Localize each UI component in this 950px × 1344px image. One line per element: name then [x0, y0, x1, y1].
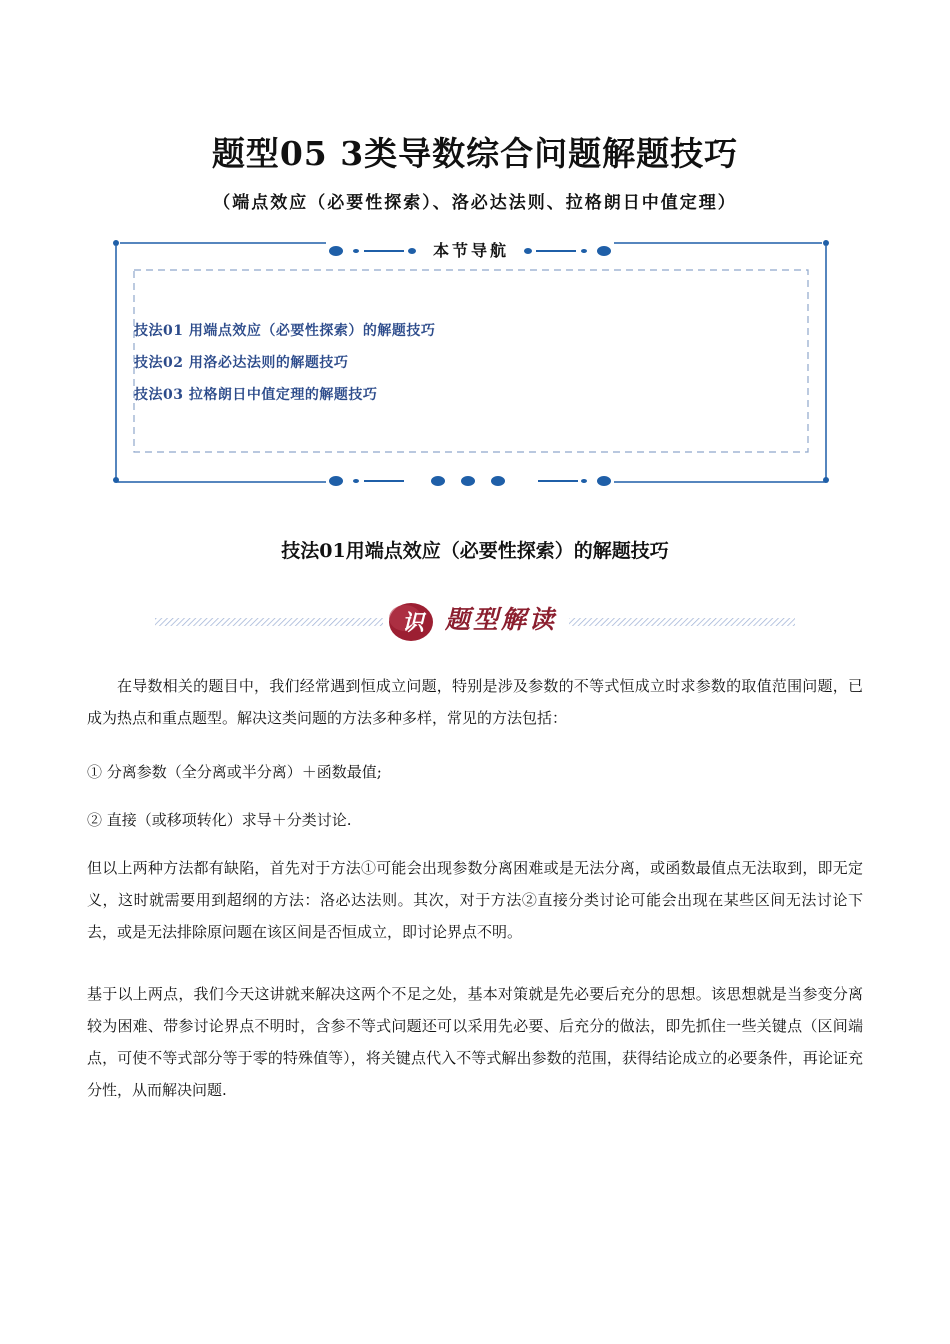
paragraph-2: ① 分离参数（全分离或半分离）＋函数最值; — [87, 763, 382, 781]
banner-label: 题型解读 — [445, 605, 558, 634]
nav-title: 本节导航 — [432, 241, 509, 260]
section-navigation — [108, 232, 834, 494]
paragraph-4: 但以上两种方法都有缺陷，首先对于方法①可能会出现参数分离困难或是无法分离，或函数最值点无法取到，即无定义，这时就需要用到超纲的方法：洛必达法则。其次，对于方法②直接分类讨论可能会出现在某些区间无法讨论下去，或是无法排除原问题在该区间是否恒成立，即讨论界点不明。 — [87, 859, 863, 941]
paragraph-5: 基于以上两点，我们今天这讲就来解决这两个不足之处，基本对策就是先必要后充分的思想。该思想就是当参变分离较为困难、带参讨论界点不明时，含参不等式问题还可以采用先必要、后充分的做法，即先抓住一些关键点（区间端点，可使不等式部分等于零的特殊值等），将关键点代入不等式解出参数的范围，获得结论成立的必要条件，再论证充分性，从而解决问题. — [87, 985, 863, 1099]
nav-item-1[interactable]: 技法01 用端点效应（必要性探索）的解题技巧 — [134, 323, 436, 339]
page-title: 题型05 3类导数综合问题解题技巧 — [211, 134, 739, 173]
page-subtitle: （端点效应（必要性探索）、洛必达法则、拉格朗日中值定理） — [213, 193, 737, 213]
section-title: 技法01用端点效应（必要性探索）的解题技巧 — [281, 540, 669, 562]
banner-badge-char: 识 — [401, 610, 424, 636]
paragraph-3: ② 直接（或移项转化）求导＋分类讨论. — [87, 811, 352, 829]
nav-item-2[interactable]: 技法02 用洛必达法则的解题技巧 — [134, 355, 349, 371]
nav-item-3[interactable]: 技法03 拉格朗日中值定理的解题技巧 — [134, 387, 378, 403]
paragraph-1: 在导数相关的题目中，我们经常遇到恒成立问题，特别是涉及参数的不等式恒成立时求参数的取值范围问题，已成为热点和重点题型。解决这类问题的方法多种多样，常见的方法包括： — [87, 677, 863, 727]
